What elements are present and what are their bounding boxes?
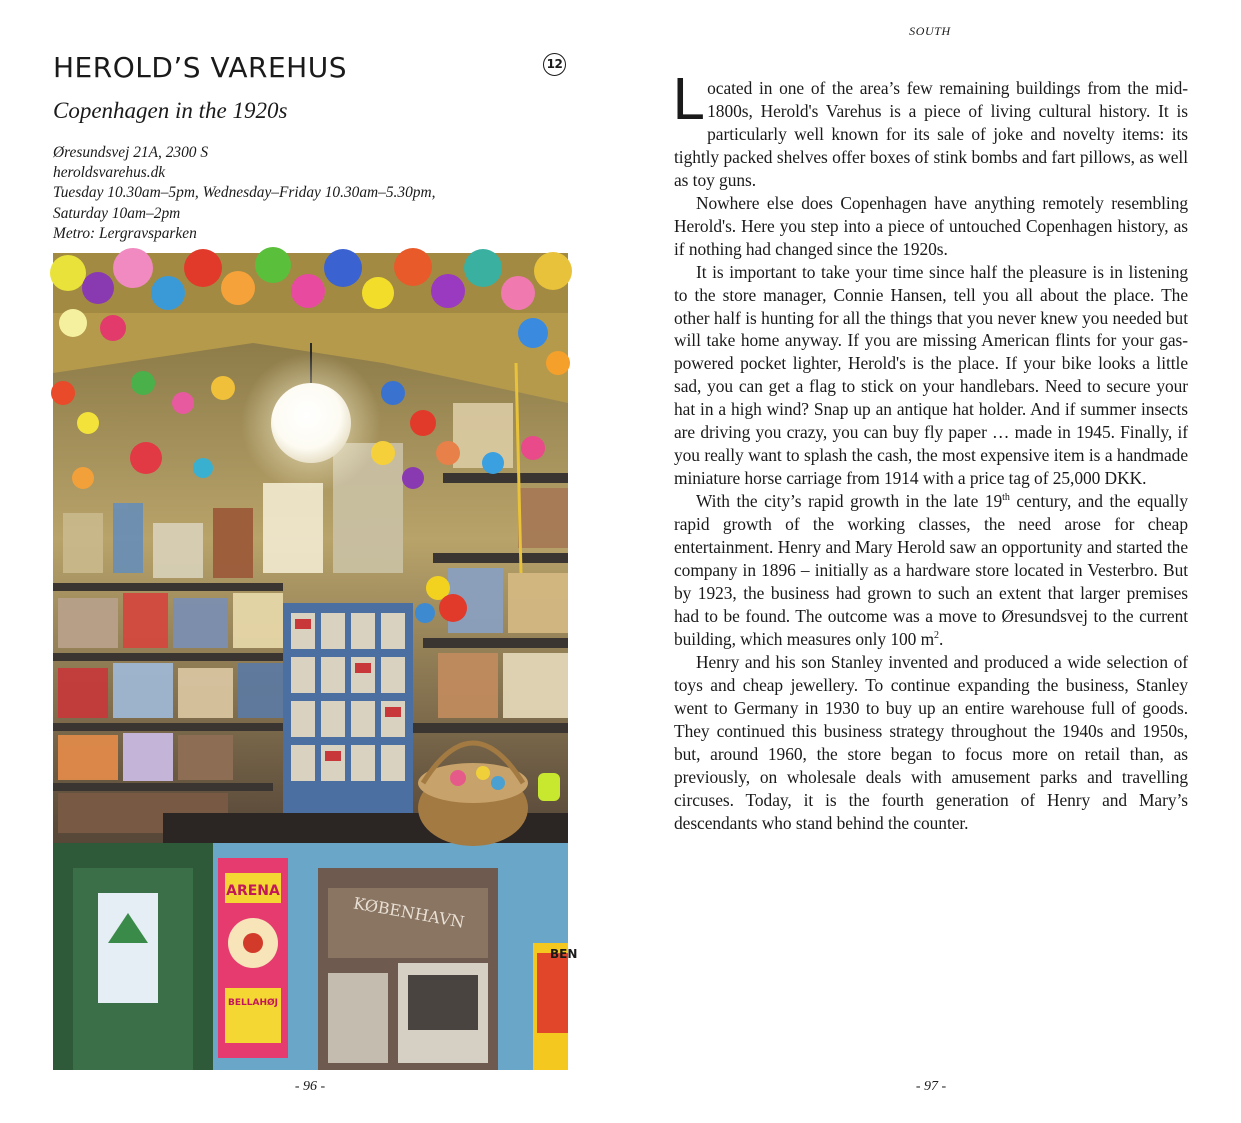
opening-hours: Tuesday 10.30am–5pm, Wednesday–Friday 10.30am–5.30pm,: [53, 184, 436, 202]
venue-info: [53, 143, 573, 244]
opening-hours-saturday: Saturday 10am–2pm: [53, 204, 181, 222]
superscript-squared: 2: [934, 630, 939, 642]
page-title: HEROLD’S VAREHUS: [53, 51, 347, 84]
paragraph-4-part-a: With the city’s rapid growth in the late 19: [696, 491, 1003, 512]
metro-station: Metro: Lergravsparken: [53, 224, 197, 242]
paragraph-1-text: ocated in one of the area’s few remaining buildings from the mid-1800s, Herold's Varehus is a piece of living cultural history. It is particularly well known for its sale of joke and novelty items: its tightly packed shelves offer boxes of stink bombs and fart pillows, as well as toy guns.: [674, 78, 1188, 190]
paragraph-4-part-c: .: [939, 628, 944, 649]
page-number-left: - 96 -: [294, 1079, 326, 1094]
poster-arena-text: ARENA: [226, 883, 280, 899]
running-head: SOUTH: [909, 24, 951, 38]
entry-number-badge: 12: [543, 53, 566, 76]
superscript-th: th: [1002, 492, 1010, 504]
paragraph-5: Henry and his son Stanley invented and produced a wide selection of toys and cheap jewellery. To continue expanding the business, Stanley went to Germany in 1930 to buy up an entire warehouse full of goods. They continued this business strategy throughout the 1940s and 1950s, but, around 1960, the store began to focus more on retail than, as previously, on wholesale deals with amusement parks and travelling circuses. Today, it is the fourth generation of Henry and Mary’s descendants who stand behind the counter.: [674, 651, 1188, 833]
poster-kobenhavn-text: KØBENHAVN: [351, 893, 466, 932]
shop-interior-photo: [53, 253, 578, 1070]
right-page: [620, 0, 1241, 1123]
address: Øresundsvej 21A, 2300 S: [53, 144, 209, 161]
paragraph-4: [674, 490, 1188, 651]
page-number-right: - 97 -: [915, 1079, 947, 1094]
left-page: [0, 0, 620, 1123]
website: heroldsvarehus.dk: [53, 164, 166, 182]
paragraph-3: It is important to take your time since half the pleasure is in listening to the store manager, Connie Hansen, tell you all about the place. The other half is hunting for all the things that you never knew you needed but will take home anyway. If you are missing American flints for your gas-powered pocket lighter, Herold's is the place. If your bike looks a little sad, you can get a flag to stick on your handlebars. Need to secure your hat in a high wind? Snap up an antique hat holder. And if summer insects are driving you crazy, you can buy fly paper … made in 1945. Finally, if you really want to splash the cash, the most expensive item is a handmade miniature horse carriage from 1914 with a price tag of 25,000 DKK.: [674, 261, 1188, 489]
paragraph-4-part-b: century, and the equally rapid growth of the working classes, the need arose for cheap entertainment. Henry and Mary Herold saw an opportunity and started the company in 1896 – initially as a hardware store located in Vesterbro. But by 1923, the business had grown to such an extent that larger premises had to be found. The outcome was a move to Øresundsvej to the current building, which measures only 100 m: [674, 491, 1188, 649]
paragraph-1: [672, 68, 1188, 192]
poster-bellahoj-text: BELLAHØJ: [228, 998, 278, 1008]
paragraph-2: Nowhere else does Copenhagen have anything remotely resembling Herold's. Here you step into a piece of untouched Copenhagen history, as if nothing had changed since the 1920s.: [674, 192, 1188, 259]
drop-cap: L: [672, 68, 704, 133]
page-subtitle: Copenhagen in the 1920s: [53, 98, 288, 123]
article-body: [672, 68, 1188, 834]
poster-ben-text: BEN: [550, 947, 578, 961]
